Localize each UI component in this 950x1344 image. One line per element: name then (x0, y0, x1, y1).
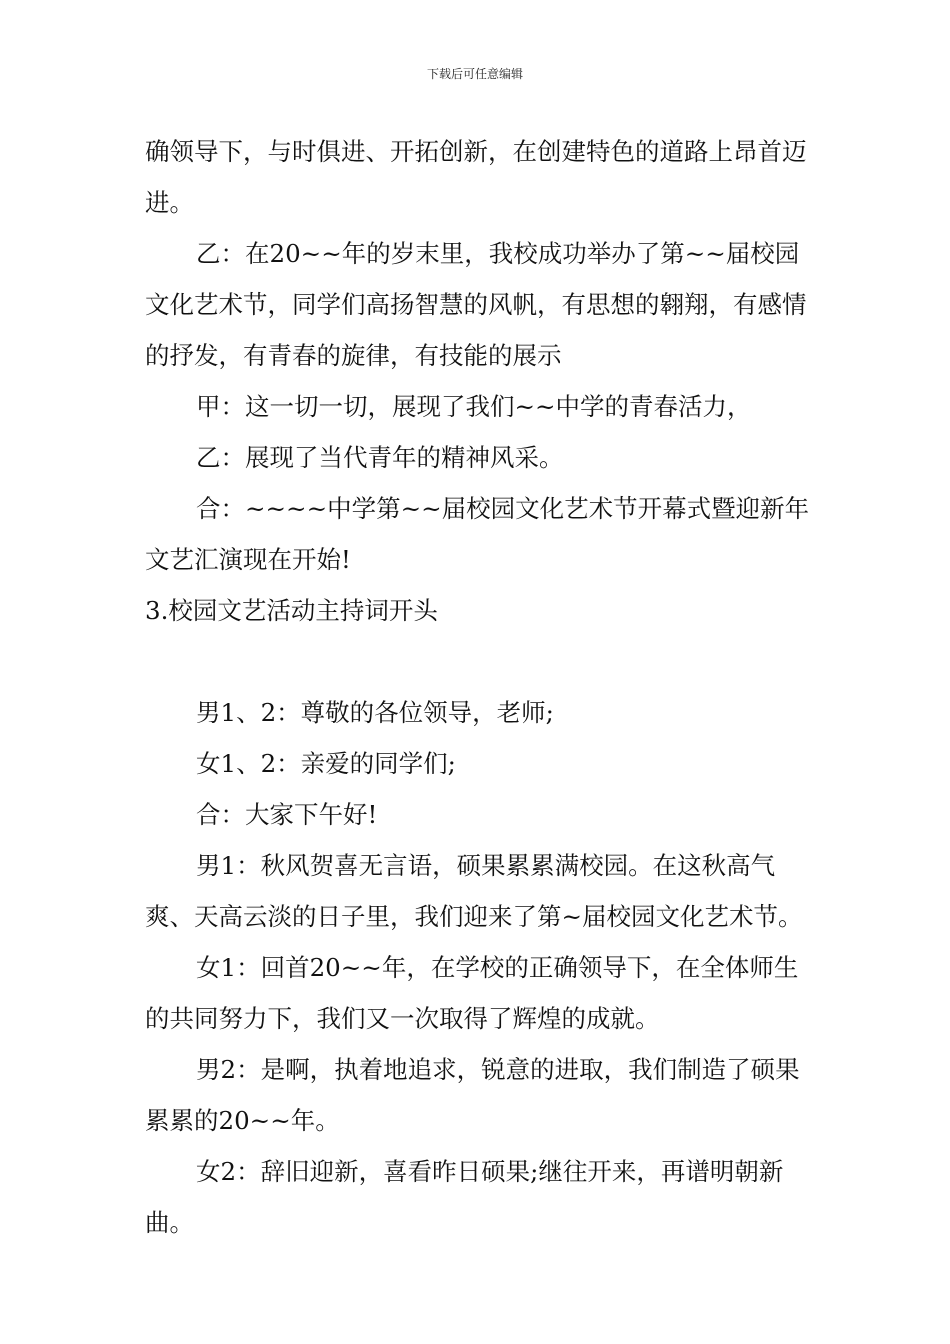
blank-line (145, 636, 810, 687)
paragraph-female2: 女2：辞旧迎新，喜看昨日硕果;继往开来，再谱明朝新曲。 (145, 1157, 784, 1237)
paragraph-yi-review: 乙：在20~~年的岁末里，我校成功举办了第~~届校园文化艺术节，同学们高扬智慧的风帆，有思想的翱翔，有感情的抒发，有青春的旋律，有技能的展示 (145, 239, 807, 370)
paragraph-male2: 男2：是啊，执着地追求，锐意的进取，我们制造了硕果累累的20~~年。 (145, 1055, 800, 1135)
paragraph-together-greeting: 合：大家下午好! (196, 800, 378, 829)
paragraph-female1: 女1：回首20~~年，在学校的正确领导下，在全体师生的共同努力下，我们又一次取得了辉煌的成就。 (145, 953, 799, 1033)
document-body (145, 126, 810, 1248)
paragraph-jia-vitality: 甲：这一切一切，展现了我们~~中学的青春活力， (196, 392, 752, 421)
paragraph-he-opening: 合：~~~~中学第~~届校园文化艺术节开幕式暨迎新年文艺汇演现在开始! (145, 494, 810, 574)
paragraph-continuation: 确领导下，与时俱进、开拓创新，在创建特色的道路上昂首迈进。 (145, 137, 807, 217)
paragraph-male1: 男1：秋风贺喜无言语，硕果累累满校园。在这秋高气爽、天高云淡的日子里，我们迎来了第~届校园文化艺术节。 (145, 851, 803, 931)
paragraph-male-greeting: 男1、2：尊敬的各位领导，老师; (196, 698, 554, 727)
paragraph-yi-spirit: 乙：展现了当代青年的精神风采。 (196, 443, 564, 472)
page-header-note: 下载后可任意编辑 (426, 67, 523, 81)
section-heading: 3.校园文艺活动主持词开头 (145, 596, 438, 625)
paragraph-female-greeting: 女1、2：亲爱的同学们; (196, 749, 456, 778)
